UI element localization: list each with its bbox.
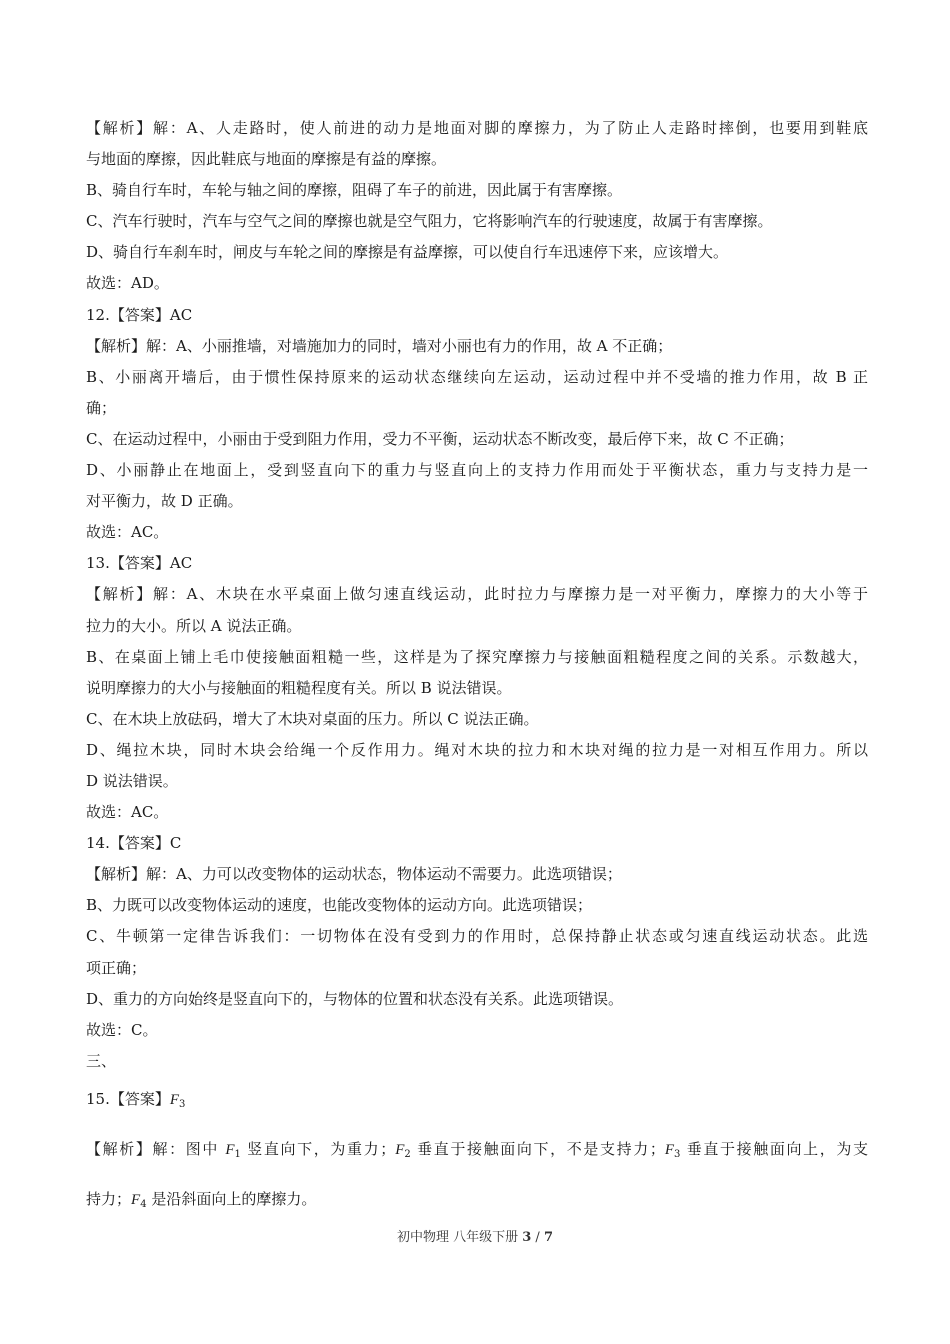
page-total: 7 — [543, 1230, 553, 1245]
text-line: 故选：AD。 — [86, 274, 169, 293]
answer-variable: F — [169, 1091, 180, 1108]
analysis-text: 【解析】解：图中 — [86, 1139, 226, 1158]
analysis-text: 持力； — [86, 1189, 132, 1208]
text-line: C、在木块上放砝码，增大了木块对桌面的压力。所以 C 说法正确。 — [86, 709, 539, 728]
analysis-text: 垂直于接触面向下，不是支持力； — [410, 1139, 665, 1158]
force-sub: 3 — [674, 1148, 681, 1160]
text-line: 故选：C。 — [86, 1020, 158, 1039]
text-line: D、绳拉木块，同时木块会给绳一个反作用力。绳对木块的拉力和木块对绳的拉力是一对相互作用力。所以 — [86, 740, 868, 759]
text-line: D、重力的方向始终是竖直向下的，与物体的位置和状态没有关系。此选项错误。 — [86, 989, 624, 1008]
page-separator: / — [531, 1230, 544, 1245]
force-sub: 4 — [140, 1198, 147, 1210]
text-line: 对平衡力，故 D 正确。 — [86, 492, 243, 511]
text-line: C、汽车行驶时，汽车与空气之间的摩擦也就是空气阻力，它将影响汽车的行驶速度，故属于有害摩擦。 — [86, 212, 773, 231]
page-footer — [0, 1226, 950, 1245]
answer-heading: 14.【答案】C — [86, 834, 182, 853]
section-heading: 三、 — [86, 1051, 117, 1070]
text-line: 故选：AC。 — [86, 803, 169, 822]
page-number: 3 — [522, 1230, 532, 1245]
text-line: 确； — [86, 398, 117, 417]
text-line: 【解析】解：A、人走路时，使人前进的动力是地面对脚的摩擦力，为了防止人走路时摔倒，也要用到鞋底 — [86, 119, 868, 137]
force-var: F — [225, 1141, 235, 1158]
text-line: 与地面的摩擦，因此鞋底与地面的摩擦是有益的摩擦。 — [86, 150, 447, 169]
answer-heading: 12.【答案】AC — [86, 305, 193, 324]
text-line: C、在运动过程中，小丽由于受到阻力作用，受力不平衡，运动状态不断改变，最后停下来，故 C 不正确； — [86, 429, 794, 448]
text-line: 【解析】解：A、小丽推墙，对墙施加力的同时，墙对小丽也有力的作用，故 A 不正确； — [86, 336, 673, 355]
text-line: 【解析】解：A、力可以改变物体的运动状态，物体运动不需要力。此选项错误； — [86, 865, 622, 884]
document-body — [86, 113, 868, 1227]
text-line: B、力既可以改变物体运动的速度，也能改变物体的运动方向。此选项错误； — [86, 896, 593, 915]
answer-heading-q15 — [86, 1077, 868, 1127]
text-line: B、小丽离开墙后，由于惯性保持原来的运动状态继续向左运动，运动过程中并不受墙的推力作用，故 B 正 — [86, 367, 868, 386]
answer-heading: 13.【答案】AC — [86, 554, 193, 573]
force-var: F — [664, 1141, 675, 1158]
text-line: B、在桌面上铺上毛巾使接触面粗糙一些，这样是为了探究摩擦力与接触面粗糙程度之间的关系。示数越大， — [86, 647, 868, 666]
text-line: 故选：AC。 — [86, 523, 169, 542]
text-line: C、牛顿第一定律告诉我们：一切物体在没有受到力的作用时，总保持静止状态或匀速直线运动状态。此选 — [86, 927, 868, 946]
force-sub: 1 — [234, 1148, 241, 1160]
answer-prefix: 15.【答案】 — [86, 1089, 170, 1108]
force-var: F — [395, 1141, 405, 1158]
text-line: D 说法错误。 — [86, 771, 178, 790]
text-line: 拉力的大小。所以 A 说法正确。 — [86, 616, 302, 635]
analysis-line-q15-cont — [86, 1177, 868, 1227]
force-var: F — [131, 1191, 141, 1208]
analysis-text: 垂直于接触面向上，为支 — [680, 1139, 868, 1158]
footer-label: 初中物理 八年级下册 — [396, 1230, 523, 1245]
analysis-text: 竖直向下，为重力； — [240, 1139, 396, 1158]
analysis-line-q15 — [86, 1127, 868, 1177]
answer-subscript: 3 — [179, 1098, 186, 1110]
text-line: B、骑自行车时，车轮与轴之间的摩擦，阻碍了车子的前进，因此属于有害摩擦。 — [86, 181, 623, 200]
text-line: 说明摩擦力的大小与接触面的粗糙程度有关。所以 B 说法错误。 — [86, 678, 512, 697]
text-line: D、小丽静止在地面上，受到竖直向下的重力与竖直向上的支持力作用而处于平衡状态，重力与支持力是一 — [86, 461, 868, 480]
analysis-text: 是沿斜面向上的摩擦力。 — [146, 1189, 317, 1208]
text-line: 项正确； — [86, 958, 147, 977]
text-line: 【解析】解：A、木块在水平桌面上做匀速直线运动，此时拉力与摩擦力是一对平衡力，摩擦力的大小等于 — [86, 585, 868, 604]
force-sub: 2 — [404, 1148, 411, 1160]
text-line: D、骑自行车刹车时，闸皮与车轮之间的摩擦是有益摩擦，可以使自行车迅速停下来，应该增大。 — [86, 243, 729, 262]
